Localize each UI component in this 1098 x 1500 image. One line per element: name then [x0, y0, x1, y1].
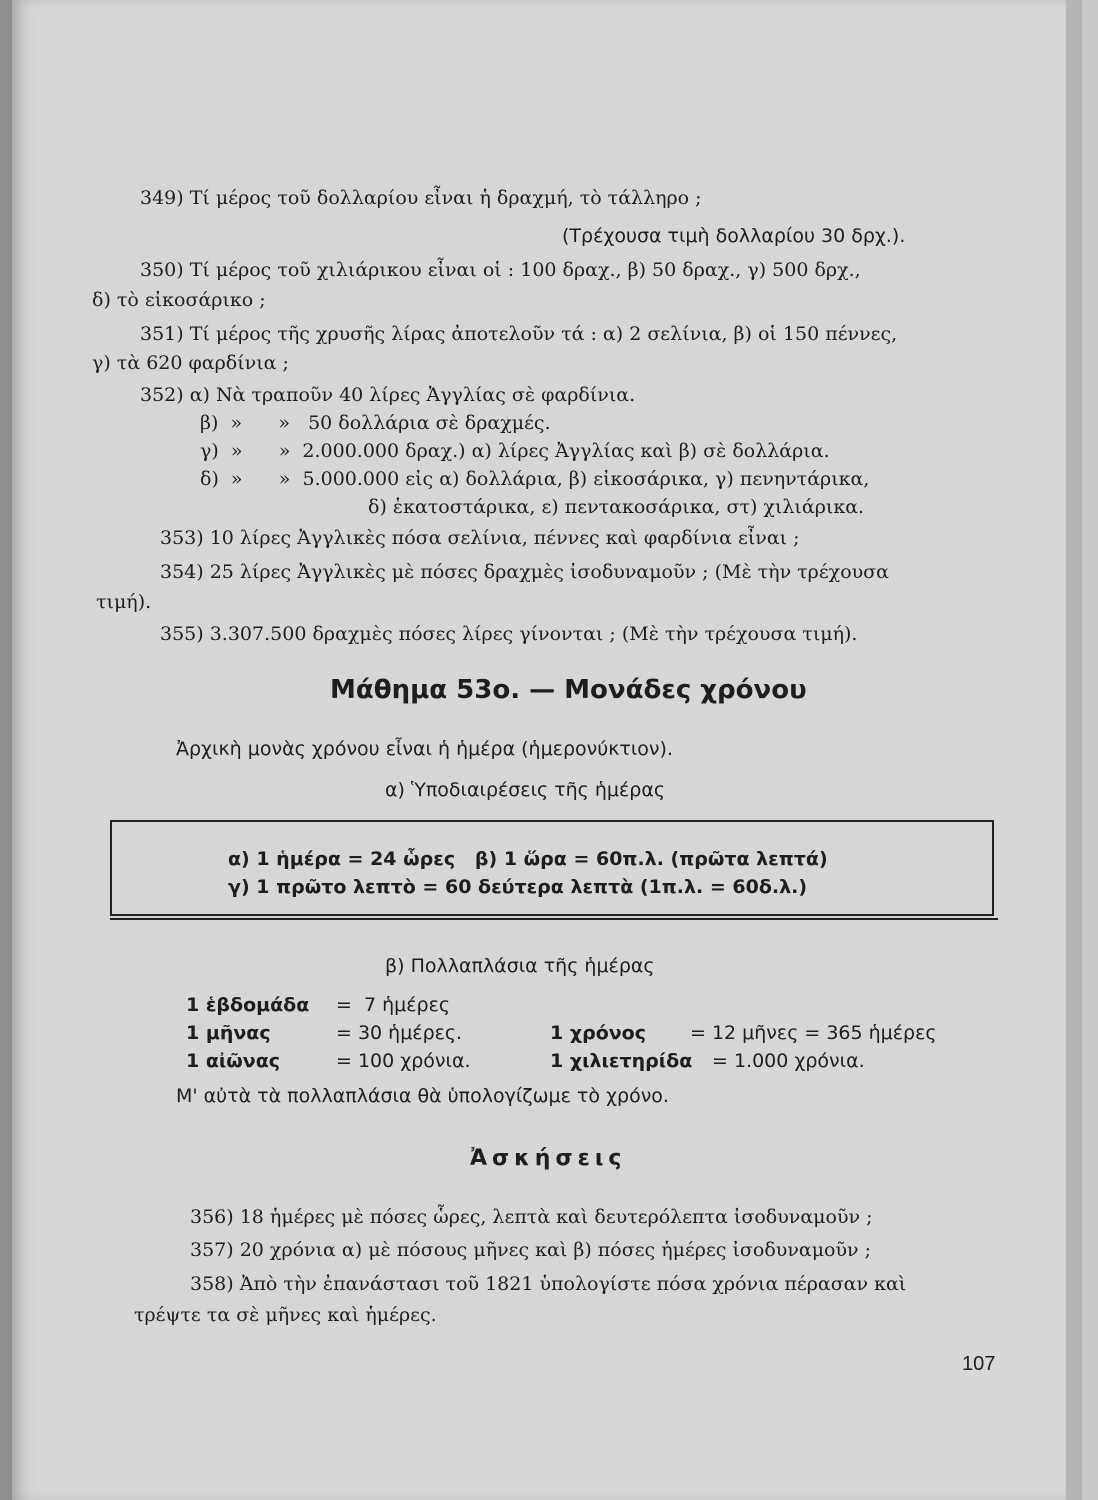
exercises-heading: Ἀσκήσεις [470, 1146, 627, 1171]
exercise-358: 358) Ἀπὸ τὴν ἐπανάστασι τοῦ 1821 ὑπολογίστε πόσα χρόνια πέρασαν καὶ [190, 1273, 907, 1295]
exercise-350-cont: δ) τὸ εἰκοσάρικο ; [92, 289, 266, 311]
multiple-month-term: 1 μῆνας [186, 1022, 271, 1044]
multiple-week-value: = 7 ἡμέρες [336, 994, 451, 1016]
multiple-month-value: = 30 ἡμέρες. [336, 1022, 463, 1044]
exercise-349-note: (Τρέχουσα τιμὴ δολλαρίου 30 δρχ.). [562, 225, 906, 247]
multiple-week-term: 1 ἑβδομάδα [186, 994, 310, 1016]
exercise-349: 349) Τί μέρος τοῦ δολλαρίου εἶναι ἡ δραχμή, τὸ τάλληρο ; [140, 187, 702, 209]
exercise-350: 350) Τί μέρος τοῦ χιλιάρικου εἶναι οἱ : 100 δραχ., β) 50 δραχ., γ) 500 δρχ., [140, 259, 861, 281]
exercise-352-d: δ) » » 5.000.000 εἰς α) δολλάρια, β) εἰκοσάρικα, γ) πενηντάρικα, [200, 468, 870, 490]
definitions-box [110, 820, 994, 916]
page-number: 107 [962, 1353, 996, 1375]
exercise-351-cont: γ) τὰ 620 φαρδίνια ; [92, 352, 289, 374]
lesson-title: Μάθημα 53ο. — Μονάδες χρόνου [330, 675, 807, 705]
multiple-century-value: = 100 χρόνια. [336, 1050, 471, 1072]
multiple-year-value: = 12 μῆνες = 365 ἡμέρες [690, 1022, 937, 1044]
exercise-352-a: 352) α) Νὰ τραποῦν 40 λίρες Ἀγγλίας σὲ φαρδίνια. [140, 384, 636, 406]
subsection-a-heading: α) Ὑποδιαιρέσεις τῆς ἡμέρας [385, 779, 666, 801]
subsection-b-heading: β) Πολλαπλάσια τῆς ἡμέρας [385, 955, 655, 977]
exercise-352-e: δ) ἑκατοστάρικα, ε) πεντακοσάρικα, στ) χιλιάρικα. [368, 496, 865, 518]
exercise-355: 355) 3.307.500 δραχμὲς πόσες λίρες γίνονται ; (Μὲ τὴν τρέχουσα τιμή). [160, 623, 858, 645]
closing-sentence: Μ' αὐτὰ τὰ πολλαπλάσια θὰ ὑπολογίζωμε τὸ χρόνο. [176, 1085, 669, 1107]
exercise-353: 353) 10 λίρες Ἀγγλικὲς πόσα σελίνια, πέννες καὶ φαρδίνια εἶναι ; [160, 527, 800, 549]
exercise-356: 356) 18 ἡμέρες μὲ πόσες ὧρες, λεπτὰ καὶ δευτερόλεπτα ἰσοδυναμοῦν ; [190, 1206, 873, 1228]
lesson-intro: Ἀρχικὴ μονὰς χρόνου εἶναι ἡ ἡμέρα (ἡμερονύκτιον). [176, 738, 673, 760]
exercise-352-c: γ) » » 2.000.000 δραχ.) α) λίρες Ἀγγλίας καὶ β) σὲ δολλάρια. [200, 440, 830, 462]
multiple-century-term: 1 αἰῶνας [186, 1050, 281, 1072]
exercise-357: 357) 20 χρόνια α) μὲ πόσους μῆνες καὶ β) πόσες ἡμέρες ἰσοδυναμοῦν ; [190, 1239, 872, 1261]
box-line-1: α) 1 ἡμέρα = 24 ὧρες β) 1 ὥρα = 60π.λ. (πρῶτα λεπτά) [228, 848, 828, 870]
multiple-millennium-value: = 1.000 χρόνια. [712, 1050, 865, 1072]
exercise-351: 351) Τί μέρος τῆς χρυσῆς λίρας ἀποτελοῦν τά : α) 2 σελίνια, β) οἱ 150 πέννες, [140, 323, 898, 345]
exercise-358-cont: τρέψτε τα σὲ μῆνες καὶ ἡμέρες. [134, 1304, 437, 1326]
multiple-millennium-term: 1 χιλιετηρίδα [550, 1050, 693, 1072]
exercise-354-cont: τιμή). [96, 591, 152, 613]
exercise-354: 354) 25 λίρες Ἀγγλικὲς μὲ πόσες δραχμὲς ἰσοδυναμοῦν ; (Μὲ τὴν τρέχουσα [160, 561, 889, 583]
page-edge [1066, 0, 1082, 1500]
book-spine-shadow [0, 0, 12, 1500]
box-line-2: γ) 1 πρῶτο λεπτὸ = 60 δεύτερα λεπτὰ (1π.λ. = 60δ.λ.) [228, 876, 808, 898]
multiple-year-term: 1 χρόνος [550, 1022, 647, 1044]
exercise-352-b: β) » » 50 δολλάρια σὲ δραχμές. [200, 412, 551, 434]
